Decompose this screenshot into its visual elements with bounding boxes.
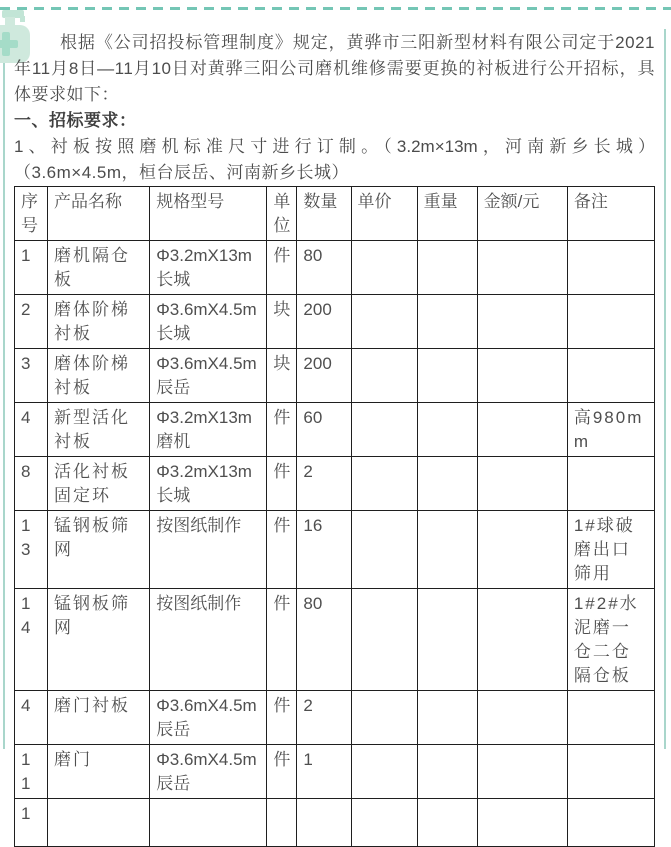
top-dashed-divider (0, 7, 671, 10)
right-border-line (664, 29, 666, 749)
cell-seq: 3 (15, 349, 48, 403)
cell-amount (477, 511, 567, 589)
cell-name: 磨门衬板 (48, 691, 150, 745)
header-cell-amount: 金额/元 (477, 187, 567, 241)
cell-amount (477, 457, 567, 511)
cell-weight (417, 799, 477, 847)
table-row (15, 799, 655, 847)
cell-weight (417, 295, 477, 349)
cell-weight (417, 511, 477, 589)
cell-spec: Φ3.6mX4.5m辰岳 (150, 745, 267, 799)
table-row (15, 457, 655, 511)
table-row (15, 349, 655, 403)
cell-spec: Φ3.2mX13m长城 (150, 241, 267, 295)
cell-unit: 件 (267, 403, 297, 457)
header-cell-seq: 序号 (15, 187, 48, 241)
cell-spec: 按图纸制作 (150, 511, 267, 589)
cell-note (567, 691, 654, 745)
cell-name (48, 799, 150, 847)
cell-name: 锰钢板筛网 (48, 511, 150, 589)
cell-spec: Φ3.6mX4.5m辰岳 (150, 691, 267, 745)
cell-qty: 200 (297, 295, 351, 349)
cell-unit: 块 (267, 349, 297, 403)
cell-qty: 2 (297, 457, 351, 511)
table-row (15, 745, 655, 799)
cell-qty (297, 799, 351, 847)
cell-unit: 件 (267, 457, 297, 511)
cell-seq: 8 (15, 457, 48, 511)
cell-weight (417, 457, 477, 511)
cell-seq: 14 (15, 589, 48, 691)
cell-note (567, 745, 654, 799)
cell-unit: 块 (267, 295, 297, 349)
cell-qty: 200 (297, 349, 351, 403)
cell-amount (477, 745, 567, 799)
cell-amount (477, 799, 567, 847)
cell-price (351, 511, 417, 589)
cell-seq: 4 (15, 691, 48, 745)
cell-note: 高980mm (567, 403, 654, 457)
cell-note (567, 349, 654, 403)
cell-name: 锰钢板筛网 (48, 589, 150, 691)
cell-seq: 11 (15, 745, 48, 799)
cell-qty: 1 (297, 745, 351, 799)
cell-weight (417, 745, 477, 799)
table-row (15, 511, 655, 589)
cell-unit: 件 (267, 241, 297, 295)
cell-seq: 13 (15, 511, 48, 589)
cell-price (351, 403, 417, 457)
cell-amount (477, 691, 567, 745)
table-row (15, 691, 655, 745)
cell-price (351, 745, 417, 799)
cell-amount (477, 403, 567, 457)
medical-cross-icon (2, 32, 10, 56)
cell-qty: 16 (297, 511, 351, 589)
cell-amount (477, 589, 567, 691)
cell-price (351, 349, 417, 403)
cell-weight (417, 403, 477, 457)
cell-note: 1#球破磨出口筛用 (567, 511, 654, 589)
cell-price (351, 691, 417, 745)
cell-note (567, 457, 654, 511)
cell-weight (417, 691, 477, 745)
cell-weight (417, 589, 477, 691)
cell-weight (417, 349, 477, 403)
requirement-line-2: （3.6m×4.5m，桓台辰岳、河南新乡长城） (14, 163, 350, 182)
cell-qty: 60 (297, 403, 351, 457)
cell-seq: 2 (15, 295, 48, 349)
cell-weight (417, 241, 477, 295)
table-row (15, 241, 655, 295)
cell-qty: 2 (297, 691, 351, 745)
cell-qty: 80 (297, 589, 351, 691)
cell-unit: 件 (267, 691, 297, 745)
cell-note (567, 241, 654, 295)
table-row (15, 403, 655, 457)
cell-spec: Φ3.6mX4.5m辰岳 (150, 349, 267, 403)
left-border-line (3, 29, 5, 749)
cell-spec: 按图纸制作 (150, 589, 267, 691)
cell-price (351, 241, 417, 295)
cell-amount (477, 349, 567, 403)
cell-price (351, 295, 417, 349)
cell-spec (150, 799, 267, 847)
header-cell-qty: 数量 (297, 187, 351, 241)
cell-qty: 80 (297, 241, 351, 295)
cell-amount (477, 241, 567, 295)
products-table (14, 186, 655, 847)
header-cell-name: 产品名称 (48, 187, 150, 241)
cell-price (351, 589, 417, 691)
cell-price (351, 799, 417, 847)
table-row (15, 295, 655, 349)
cell-spec: Φ3.2mX13m长城 (150, 457, 267, 511)
cell-unit (267, 799, 297, 847)
sanitizer-nozzle-tip (20, 16, 25, 22)
cell-spec: Φ3.6mX4.5m长城 (150, 295, 267, 349)
cell-seq: 1 (15, 799, 48, 847)
cell-unit: 件 (267, 745, 297, 799)
cell-name: 磨体阶梯衬板 (48, 295, 150, 349)
table-body (15, 241, 655, 847)
cell-seq: 4 (15, 403, 48, 457)
intro-paragraph: 根据《公司招投标管理制度》规定，黄骅市三阳新型材料有限公司定于2021年11月8日—11月10日对黄骅三阳公司磨机维修需要更换的衬板进行公开招标，具体要求如下： (14, 33, 655, 104)
cell-unit: 件 (267, 589, 297, 691)
cell-name: 磨体阶梯衬板 (48, 349, 150, 403)
section-heading: 一、招标要求： (14, 111, 137, 130)
cell-seq: 1 (15, 241, 48, 295)
header-cell-note: 备注 (567, 187, 654, 241)
cell-unit: 件 (267, 511, 297, 589)
cell-spec: Φ3.2mX13m磨机 (150, 403, 267, 457)
cell-price (351, 457, 417, 511)
table-header-row (15, 187, 655, 241)
document-content (14, 30, 655, 847)
cell-name: 磨机隔仓板 (48, 241, 150, 295)
cell-note (567, 295, 654, 349)
header-cell-price: 单价 (351, 187, 417, 241)
requirement-line-1: 1、衬板按照磨机标准尺寸进行订制。（3.2m×13m，河南新乡长城） (14, 137, 655, 156)
table-row (15, 589, 655, 691)
cell-amount (477, 295, 567, 349)
cell-name: 活化衬板固定环 (48, 457, 150, 511)
header-cell-weight: 重量 (417, 187, 477, 241)
header-cell-spec: 规格型号 (150, 187, 267, 241)
cell-note: 1#2#水泥磨一仓二仓隔仓板 (567, 589, 654, 691)
header-cell-unit: 单位 (267, 187, 297, 241)
cell-name: 新型活化衬板 (48, 403, 150, 457)
cell-note (567, 799, 654, 847)
cell-name: 磨门 (48, 745, 150, 799)
